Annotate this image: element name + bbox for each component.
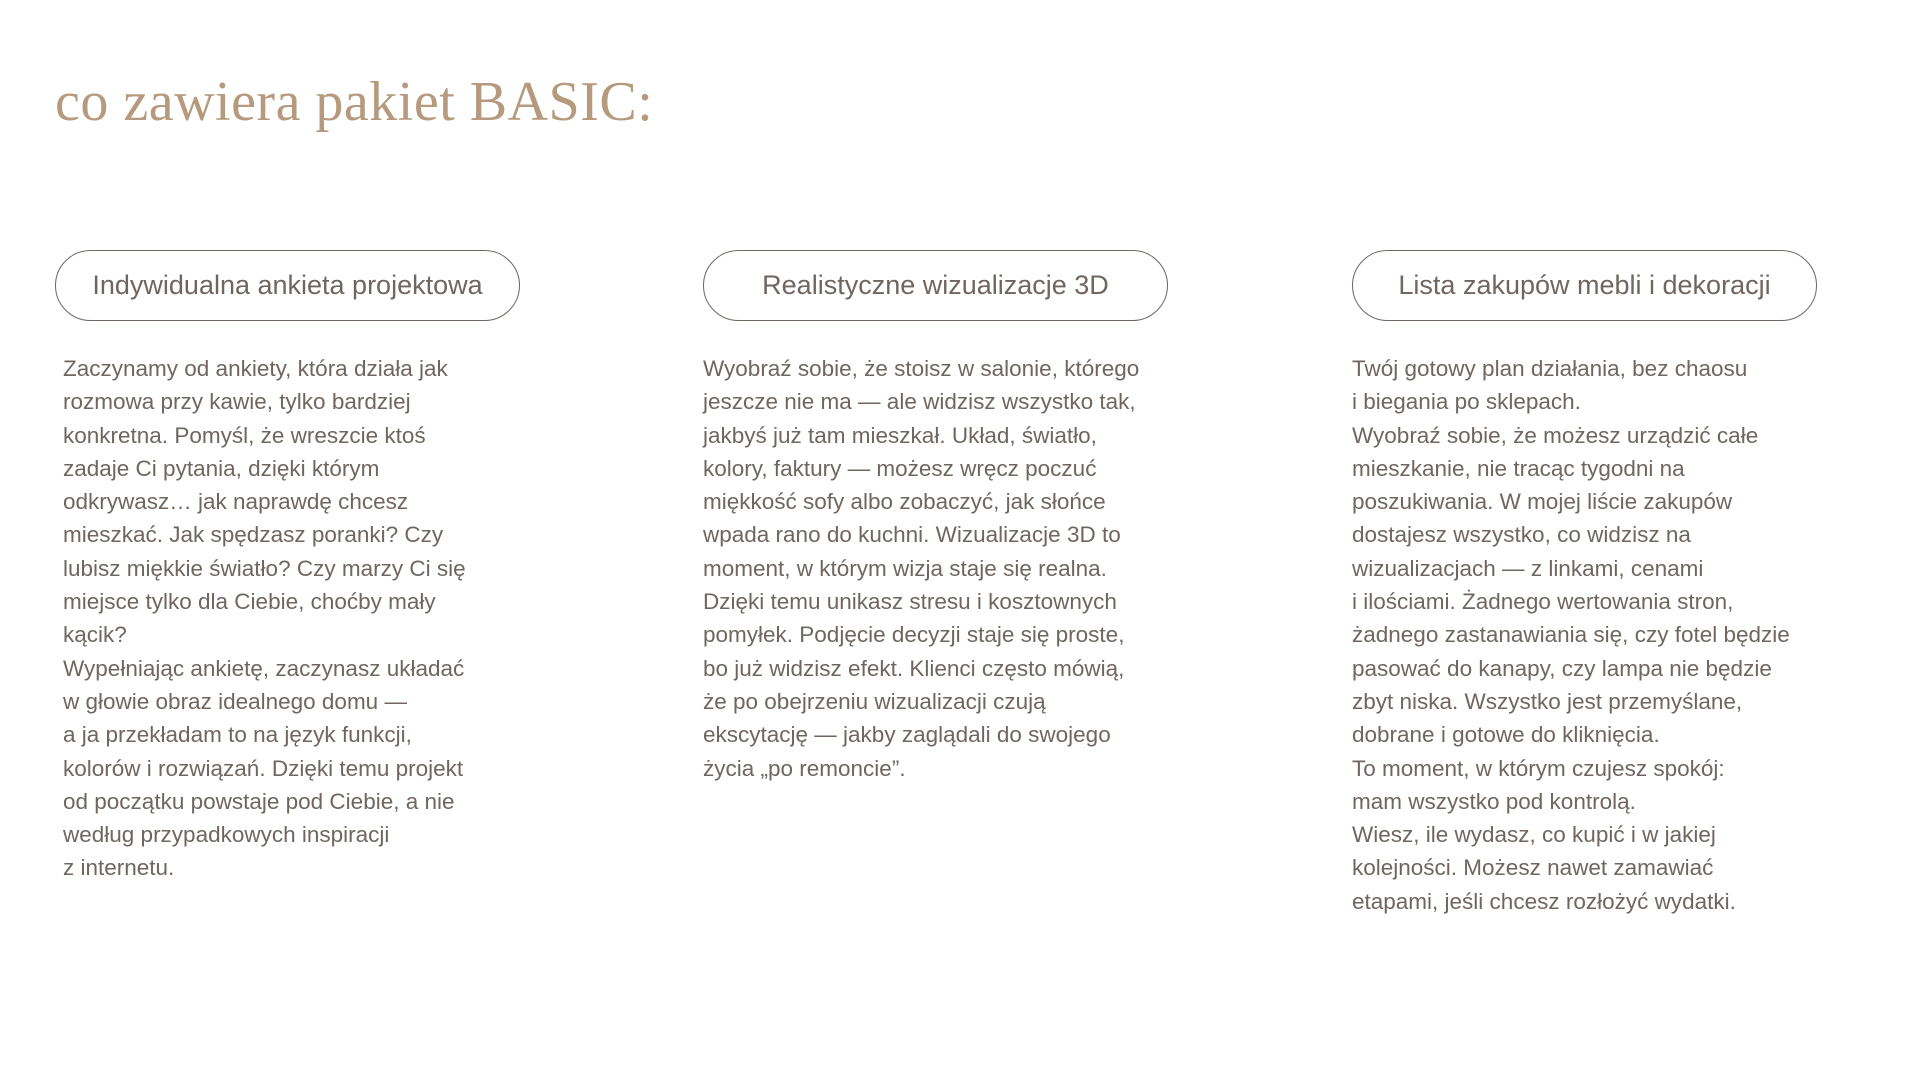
text-line: życia „po remoncie”.	[703, 755, 906, 781]
text-line: etapami, jeśli chcesz rozłożyć wydatki.	[1352, 888, 1736, 914]
text-line: Wypełniając ankietę, zaczynasz układać	[63, 655, 465, 681]
text-line: dobrane i gotowe do kliknięcia.	[1352, 722, 1660, 748]
heading-pill-3d-visualizations: Realistyczne wizualizacje 3D	[703, 250, 1168, 321]
column-3d-visualizations	[703, 250, 1243, 785]
text-line: ekscytację — jakby zaglądali do swojego	[703, 722, 1111, 748]
text-line: Wiesz, ile wydasz, co kupić i w jakiej	[1352, 822, 1716, 848]
text-line: kolejności. Możesz nawet zamawiać	[1352, 855, 1714, 881]
text-line: odkrywasz… jak naprawdę chcesz	[63, 489, 409, 515]
column-shopping-list	[1352, 250, 1892, 918]
text-line: Wyobraź sobie, że stoisz w salonie, którego	[703, 356, 1140, 381]
column-questionnaire	[55, 250, 595, 885]
text-line: Zaczynamy od ankiety, która działa jak	[63, 356, 448, 381]
text-line: Dzięki temu unikasz stresu i kosztownych	[703, 589, 1117, 615]
text-line: kolory, faktury — możesz wręcz poczuć	[703, 455, 1097, 481]
text-line: i biegania po sklepach.	[1352, 389, 1581, 415]
page-title: co zawiera pakiet BASIC:	[55, 71, 654, 133]
text-line: Twój gotowy plan działania, bez chaosu	[1352, 356, 1748, 381]
text-line: że po obejrzeniu wizualizacji czują	[703, 688, 1046, 714]
text-line: żadnego zastanawiania się, czy fotel będzie	[1352, 622, 1790, 648]
text-line: kolorów i rozwiązań. Dzięki temu projekt	[63, 755, 464, 781]
heading-pill-shopping-list: Lista zakupów mebli i dekoracji	[1352, 250, 1817, 321]
text-line: mam wszystko pod kontrolą.	[1352, 788, 1636, 814]
text-line: mieszkanie, nie tracąc tygodni na	[1352, 455, 1685, 481]
text-line: jakbyś już tam mieszkał. Układ, światło,	[703, 422, 1097, 448]
text-line: i ilościami. Żadnego wertowania stron,	[1352, 589, 1734, 615]
text-line: jeszcze nie ma — ale widzisz wszystko tak,	[703, 389, 1136, 415]
shopping-list-description	[1352, 352, 1892, 918]
text-line: dostajesz wszystko, co widzisz na	[1352, 522, 1691, 548]
questionnaire-description	[55, 352, 595, 885]
text-line: lubisz miękkie światło? Czy marzy Ci się	[63, 555, 466, 581]
text-line: rozmowa przy kawie, tylko bardziej	[63, 389, 411, 415]
text-line: kącik?	[63, 622, 127, 648]
text-line: w głowie obraz idealnego domu —	[63, 688, 407, 714]
text-line: wizualizacjach — z linkami, cenami	[1352, 555, 1704, 581]
text-line: To moment, w którym czujesz spokój:	[1352, 755, 1725, 781]
text-line: konkretna. Pomyśl, że wreszcie ktoś	[63, 422, 426, 448]
text-line: od początku powstaje pod Ciebie, a nie	[63, 788, 455, 814]
text-line: pomyłek. Podjęcie decyzji staje się proste,	[703, 622, 1125, 648]
text-line: z internetu.	[63, 855, 175, 881]
text-line: zbyt niska. Wszystko jest przemyślane,	[1352, 688, 1743, 714]
text-line: wpada rano do kuchni. Wizualizacje 3D to	[703, 522, 1121, 548]
text-line: miejsce tylko dla Ciebie, choćby mały	[63, 589, 436, 615]
text-line: mieszkać. Jak spędzasz poranki? Czy	[63, 522, 444, 548]
visualizations-description	[703, 352, 1243, 785]
text-line: poszukiwania. W mojej liście zakupów	[1352, 489, 1733, 515]
heading-pill-questionnaire: Indywidualna ankieta projektowa	[55, 250, 520, 321]
text-line: bo już widzisz efekt. Klienci często mówią,	[703, 655, 1125, 681]
text-line: a ja przekładam to na język funkcji,	[63, 722, 412, 748]
text-line: moment, w którym wizja staje się realna.	[703, 555, 1107, 581]
text-line: miękkość sofy albo zobaczyć, jak słońce	[703, 489, 1106, 515]
text-line: zadaje Ci pytania, dzięki którym	[63, 455, 380, 481]
text-line: pasować do kanapy, czy lampa nie będzie	[1352, 655, 1772, 681]
text-line: Wyobraź sobie, że możesz urządzić całe	[1352, 422, 1759, 448]
text-line: według przypadkowych inspiracji	[63, 822, 390, 848]
